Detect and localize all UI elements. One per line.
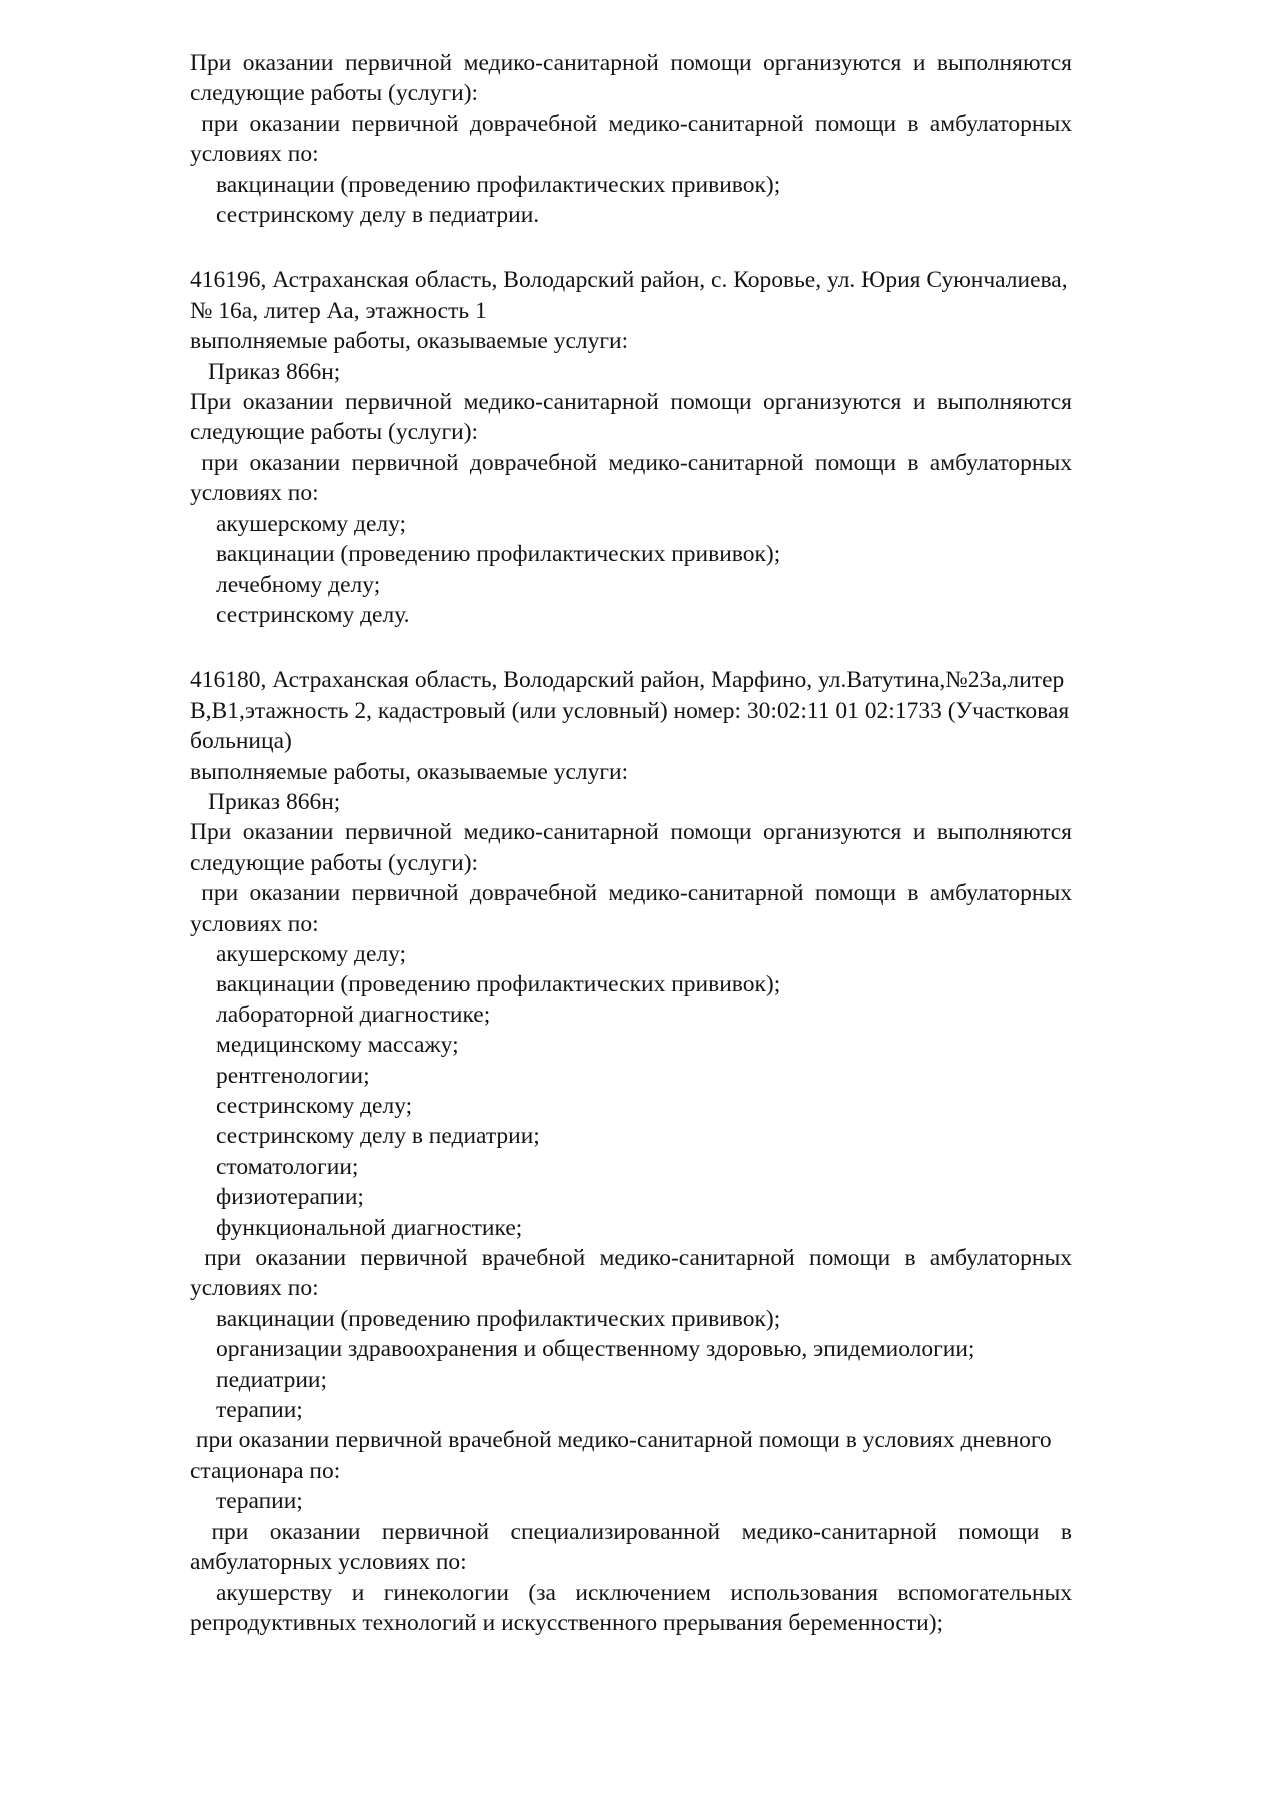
section-heading: При оказании первичной медико-санитарной помощи организуются и выполняются следующие работы (услуги):: [190, 819, 1078, 876]
service-item: физиотерапии;: [216, 1184, 364, 1211]
section-heading: При оказании первичной медико-санитарной помощи организуются и выполняются следующие работы (услуги):: [190, 389, 1078, 446]
address-line: 416180, Астраханская область, Володарский район, Марфино, ул.Ватутина,№23а,литер В,В1,этажность 2, кадастровый (или условный) номер: 30:02:11 01 02:1733 (Участковая больница): [190, 667, 1076, 755]
order-label: Приказ 866н;: [208, 358, 341, 385]
service-item: терапии;: [216, 1488, 303, 1515]
section-subheading: при оказании первичной доврачебной медико-санитарной помощи в амбулаторных условиях по:: [190, 880, 1078, 937]
section-subheading: при оказании первичной врачебной медико-санитарной помощи в амбулаторных условиях по:: [190, 1245, 1078, 1302]
address-block-korovye: [190, 265, 1078, 630]
address-block-marfino: [190, 665, 1078, 1638]
service-item: медицинскому массажу;: [216, 1032, 459, 1059]
service-item: стоматологии;: [216, 1153, 359, 1180]
service-item: лечебному делу;: [216, 571, 381, 598]
block-spacer: [190, 230, 1072, 265]
section-subheading: при оказании первичной специализированной медико-санитарной помощи в амбулаторных условиях по:: [190, 1518, 1078, 1576]
intro-block: [190, 48, 1078, 230]
section-subheading: при оказании первичной врачебной медико-санитарной помощи в условиях дневного стационара по:: [190, 1427, 1058, 1484]
service-item: акушерскому делу;: [216, 940, 407, 967]
service-item: вакцинации (проведению профилактических прививок);: [216, 1305, 781, 1332]
address-line: 416196, Астраханская область, Володарский район, с. Коровье, ул. Юрия Суюнчалиева, № 16а, литер Аа, этажность 1: [190, 267, 1074, 324]
service-item: акушерскому делу;: [216, 510, 407, 537]
works-label: выполняемые работы, оказываемые услуги:: [190, 328, 629, 355]
block-spacer: [190, 630, 1072, 665]
service-item: акушерству и гинекологии (за исключением использования вспомогательных репродуктивных технологий и искусственного прерывания беременности);: [190, 1579, 1078, 1636]
service-item: рентгенологии;: [216, 1062, 370, 1089]
intro-service-item: вакцинации (проведению профилактических прививок);: [216, 171, 781, 198]
works-label: выполняемые работы, оказываемые услуги:: [190, 758, 629, 785]
service-item: сестринскому делу;: [216, 1093, 413, 1119]
document-body: [190, 48, 1078, 1638]
service-item: функциональной диагностике;: [216, 1214, 523, 1241]
intro-subheading: при оказании первичной доврачебной медико-санитарной помощи в амбулаторных условиях по:: [190, 110, 1078, 168]
intro-heading: При оказании первичной медико-санитарной помощи организуются и выполняются следующие работы (услуги):: [190, 50, 1078, 107]
service-item: терапии;: [216, 1397, 303, 1424]
service-item: организации здравоохранения и общественному здоровью, эпидемиологии;: [216, 1336, 975, 1363]
service-item: сестринскому делу в педиатрии;: [216, 1123, 540, 1150]
intro-service-item: сестринскому делу в педиатрии.: [216, 202, 540, 229]
section-subheading: при оказании первичной доврачебной медико-санитарной помощи в амбулаторных условиях по:: [190, 449, 1078, 507]
service-item: сестринскому делу.: [216, 601, 410, 628]
order-label: Приказ 866н;: [208, 788, 341, 815]
service-item: вакцинации (проведению профилактических прививок);: [216, 541, 781, 568]
service-item: лабораторной диагностике;: [216, 1001, 491, 1028]
service-item: педиатрии;: [216, 1366, 328, 1393]
service-item: вакцинации (проведению профилактических прививок);: [216, 971, 781, 998]
